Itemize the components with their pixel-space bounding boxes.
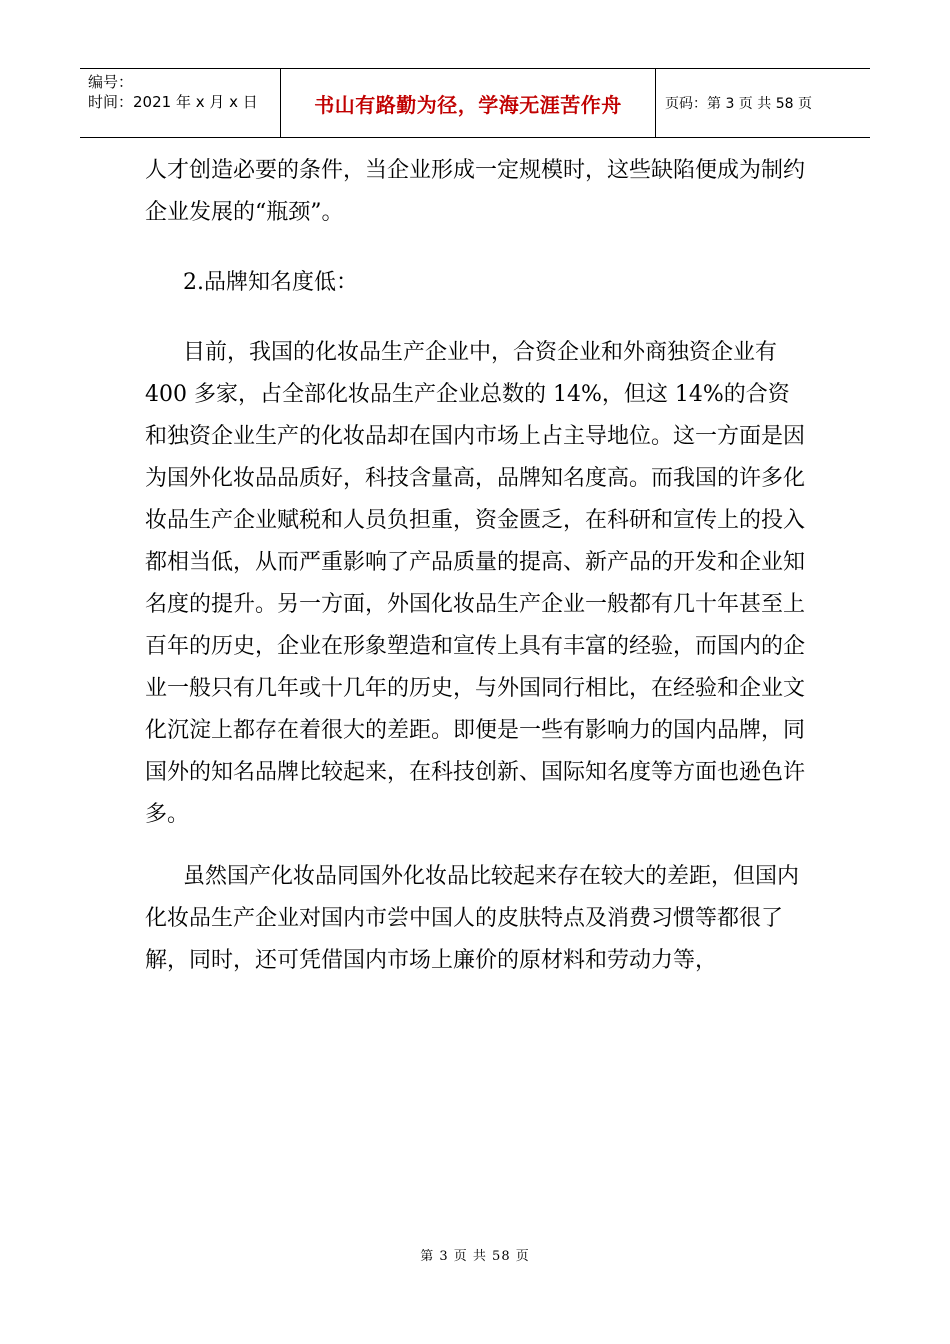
document-date: 时间：2021 年 x 月 x 日: [88, 93, 258, 111]
header-motto: 书山有路勤为径，学海无涯苦作舟: [281, 69, 656, 137]
paragraph-domestic-advantage: 虽然国产化妆品同国外化妆品比较起来存在较大的差距，但国内化妆品生产企业对国内市尝中国人的皮肤特点及消费习惯等都很了解，同时，还可凭借国内市场上廉价的原材料和劳动力等，: [145, 864, 800, 973]
document-number-label: 编号：: [88, 73, 134, 91]
header-page-info: 页码：第 3 页 共 58 页: [665, 96, 812, 112]
document-body: [145, 150, 805, 982]
page-footer: 第 3 页 共 58 页: [420, 1249, 530, 1264]
paragraph-continuation: 人才创造必要的条件，当企业形成一定规模时，这些缺陷便成为制约企业发展的“瓶颈”。: [145, 158, 806, 225]
header-meta: [80, 69, 281, 137]
paragraph-brand-awareness: 目前，我国的化妆品生产企业中，合资企业和外商独资企业有 400 多家，占全部化妆品生产企业总数的 14%，但这 14%的合资和独资企业生产的化妆品却在国内市场上占主导地位。这一方面是因为国外化妆品品质好，科技含量高，品牌知名度高。而我国的许多化妆品生产企业赋税和人员负担重，资金匮乏，在科研和宣传上的投入都相当低，从而严重影响了产品质量的提高、新产品的开发和企业知名度的提升。另一方面，外国化妆品生产企业一般都有几十年甚至上百年的历史，企业在形象塑造和宣传上具有丰富的经验，而国内的企业一般只有几年或十几年的历史，与外国同行相比，在经验和企业文化沉淀上都存在着很大的差距。即便是一些有影响力的国内品牌，同国外的知名品牌比较起来，在科技创新、国际知名度等方面也逊色许多。: [145, 340, 806, 827]
section-heading: 2.品牌知名度低：: [183, 270, 358, 295]
page-header: [80, 68, 870, 138]
